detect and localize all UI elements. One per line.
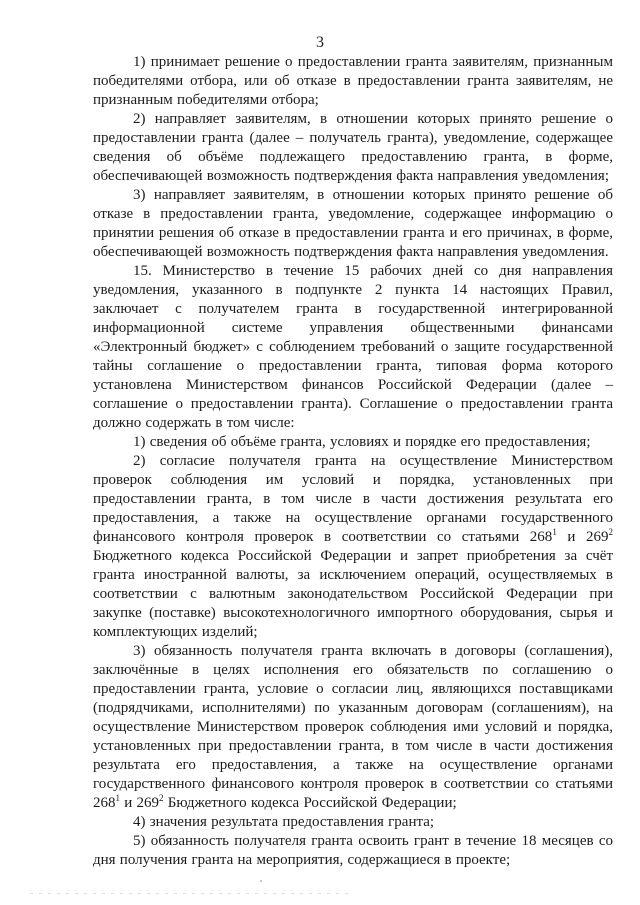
item-2-text-part-2: и 269 [556, 529, 609, 545]
document-body [93, 53, 613, 870]
scan-noise-line [30, 893, 350, 894]
paragraph-15-item-1: 1) сведения об объёме гранта, условиях и порядке его предоставления; [133, 434, 591, 450]
item-3-superscript-1: 1 [115, 793, 120, 803]
paragraph-15-item-4: 4) значения результата предоставления гранта; [133, 814, 435, 830]
page-number: 3 [316, 34, 324, 51]
item-3-superscript-2: 2 [159, 793, 164, 803]
paragraph-14-item-1: 1) принимает решение о предоставлении гранта заявителям, признанным победителями отбора, или об отказе в предоставлении гранта заявителям, не признанным победителями отбора; [93, 54, 613, 108]
scan-speck [260, 880, 262, 882]
item-3-text-part-3: Бюджетного кодекса Российской Федерации; [163, 795, 457, 811]
paragraph-15-item-5: 5) обязанность получателя гранта освоить грант в течение 18 месяцев со дня получения гранта на мероприятия, содержащиеся в проекте; [93, 833, 613, 868]
paragraph-15-item-3 [93, 642, 613, 813]
item-3-text-part-2: и 269 [120, 795, 160, 811]
item-2-superscript-1: 1 [552, 527, 557, 537]
paragraph-15-item-2 [93, 452, 613, 642]
paragraph-14-item-2: 2) направляет заявителям, в отношении которых принято решение о предоставлении гранта (далее – получатель гранта), уведомление, содержащее сведения об объёме подлежащего предоставлению гранта, в форме, обеспечивающей возможность подтверждения факта направления уведомления; [93, 111, 613, 184]
item-2-superscript-2: 2 [608, 527, 613, 537]
item-2-text-part-3: Бюджетного кодекса Российской Федерации и запрет приобретения за счёт гранта иностранной валюты, за исключением операций, осуществляемых в соответствии с валютным законодательством Российской Федерации при закупке (поставке) высокотехнологичного импортного оборудования, сырья и комплектующих изделий; [93, 548, 613, 640]
paragraph-14-item-3: 3) направляет заявителям, в отношении которых принято решение об отказе в предоставлении гранта, уведомление, содержащее информацию о принятии решения об отказе в предоставлении гранта и его причинах, в форме, обеспечивающей возможность подтверждения факта направления уведомления. [93, 187, 613, 260]
item-3-text-part-1: 3) обязанность получателя гранта включать в договоры (соглашения), заключённые в целях исполнения его обязательств по соглашению о предоставлении гранта, условие о согласии лиц, являющихся поставщиками (подрядчиками, исполнителями) по указанным договорам (соглашениям), на осуществление Министерством проверок соблюдения ими условий и порядка, установленных при предоставлении гранта, в том числе в части достижения результата его предоставления, а также на осуществление органами государственного финансового контроля проверок в соответствии со статьями 268 [93, 643, 613, 811]
paragraph-15: 15. Министерство в течение 15 рабочих дней со дня направления уведомления, указанного в подпункте 2 пункта 14 настоящих Правил, заключает с получателем гранта в государственной интегрированной информационной системе управления общественными финансами «Электронный бюджет» с соблюдением требований о защите государственной тайны соглашение о предоставлении гранта, типовая форма которого установлена Министерством финансов Российской Федерации (далее – соглашение о предоставлении гранта). Соглашение о предоставлении гранта должно содержать в том числе: [93, 263, 613, 431]
item-2-text-part-1: 2) согласие получателя гранта на осуществление Министерством проверок соблюдения им условий и порядка, установленных при предоставлении гранта, в том числе в части достижения результата его предоставления, а также на осуществление органами государственного финансового контроля проверок в соответствии со статьями 268 [93, 453, 613, 545]
